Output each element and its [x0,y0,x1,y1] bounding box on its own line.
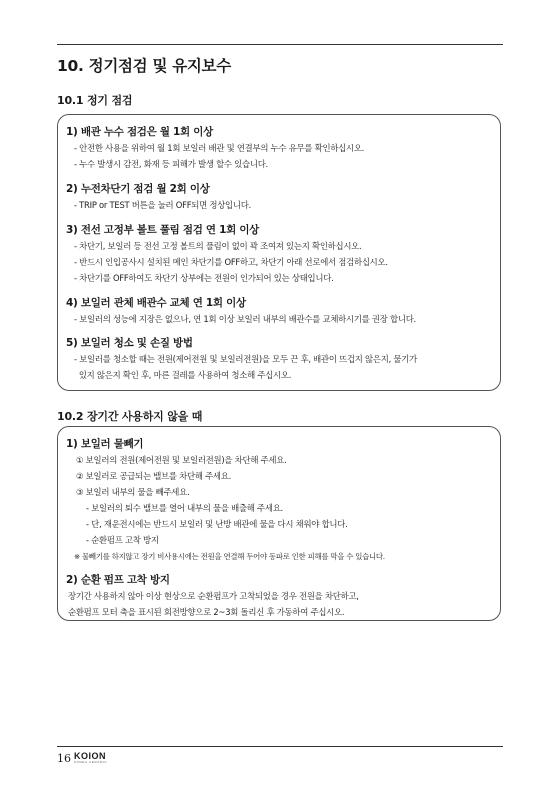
warning-note: ※ 물빼기를 하지않고 장기 비사용시에는 전원을 연결해 두어야 동파로 인한 피해를 막을 수 있습니다. [74,552,385,561]
item-line: 장기간 사용하지 않아 이상 현상으로 순환펌프가 고착되었을 경우 전원을 차단하고, [68,591,359,601]
item-line: - 안전한 사용을 위하여 월 1회 보일러 배관 및 연결부의 누수 유무를 확인하십시오. [74,143,365,153]
logo-subtext: KOREA·CERAMIC [74,760,108,764]
section-title-long-term-unused: 10.2 장기간 사용하지 않을 때 [57,410,203,423]
section-title-regular-inspection: 10.1 정기 점검 [57,94,133,107]
item-line: ② 보일러로 공급되는 밸브를 차단해 주세요. [76,471,232,481]
item-line: 순환펌프 모터 축을 표시된 회전방향으로 2~3회 돌리신 후 가동하여 주십시오. [68,607,345,617]
page-title: 10. 정기점검 및 유지보수 [57,57,231,75]
brand-logo [74,751,107,764]
item-line: - 누수 발생시 감전, 화재 등 피해가 발생 할수 있습니다. [74,159,268,169]
item-line: 있지 않은지 확인 후, 마른 걸레를 사용하여 청소해 주십시오. [74,370,292,380]
top-rule [57,44,503,45]
regular-inspection-box [57,114,501,391]
item-line: - 차단기를 OFF하여도 차단기 상부에는 전원이 인가되어 있는 상태입니다. [74,273,334,283]
item-heading: 2) 누전차단기 점검 월 2회 이상 [66,183,210,195]
item-line: ① 보일러의 전원(제어전원 및 보일러전원)을 차단해 주세요. [76,455,287,465]
page-number: 16 [57,752,71,765]
item-line: - 보일러를 청소할 때는 전원(제어전원 및 보일러전원)을 모두 끈 후, 배관이 뜨겁지 않은지, 물기가 [74,354,417,364]
long-term-unused-box [57,426,501,621]
item-line: - 단, 재운전시에는 반드시 보일러 및 난방 배관에 물을 다시 채워야 합니다. [86,519,348,529]
item-line: - 보일러의 성능에 지장은 없으나, 연 1회 이상 보일러 내부의 배관수를 교체하시기를 권장 합니다. [74,314,416,324]
item-line: ③ 보일러 내부의 물을 빼주세요. [76,487,190,497]
item-heading: 1) 보일러 물빼기 [66,438,144,450]
item-heading: 5) 보일러 청소 및 손질 방법 [66,337,193,349]
item-heading: 3) 전선 고정부 볼트 풀림 점검 연 1회 이상 [66,224,259,236]
item-heading: 4) 보일러 관체 배관수 교체 연 1회 이상 [66,297,246,309]
item-heading: 2) 순환 펌프 고착 방지 [66,574,170,586]
item-heading: 1) 배관 누수 점검은 월 1회 이상 [66,126,213,138]
item-line: - 반드시 인입공사시 설치된 메인 차단기를 OFF하고, 차단기 아래 선로에서 점검하십시오. [74,257,388,267]
item-line: - 순환펌프 고착 방지 [86,535,159,545]
item-line: - TRIP or TEST 버튼을 눌러 OFF되면 정상입니다. [74,200,251,210]
item-line: - 차단기, 보일러 등 전선 고정 볼트의 풀림이 없이 꽉 조여져 있는지 확인하십시오. [74,241,362,251]
logo-text: KOION [74,751,107,761]
bottom-rule [57,746,503,747]
item-line: - 보일러의 퇴수 밸브를 열어 내부의 물을 배출해 주세요. [86,503,283,513]
